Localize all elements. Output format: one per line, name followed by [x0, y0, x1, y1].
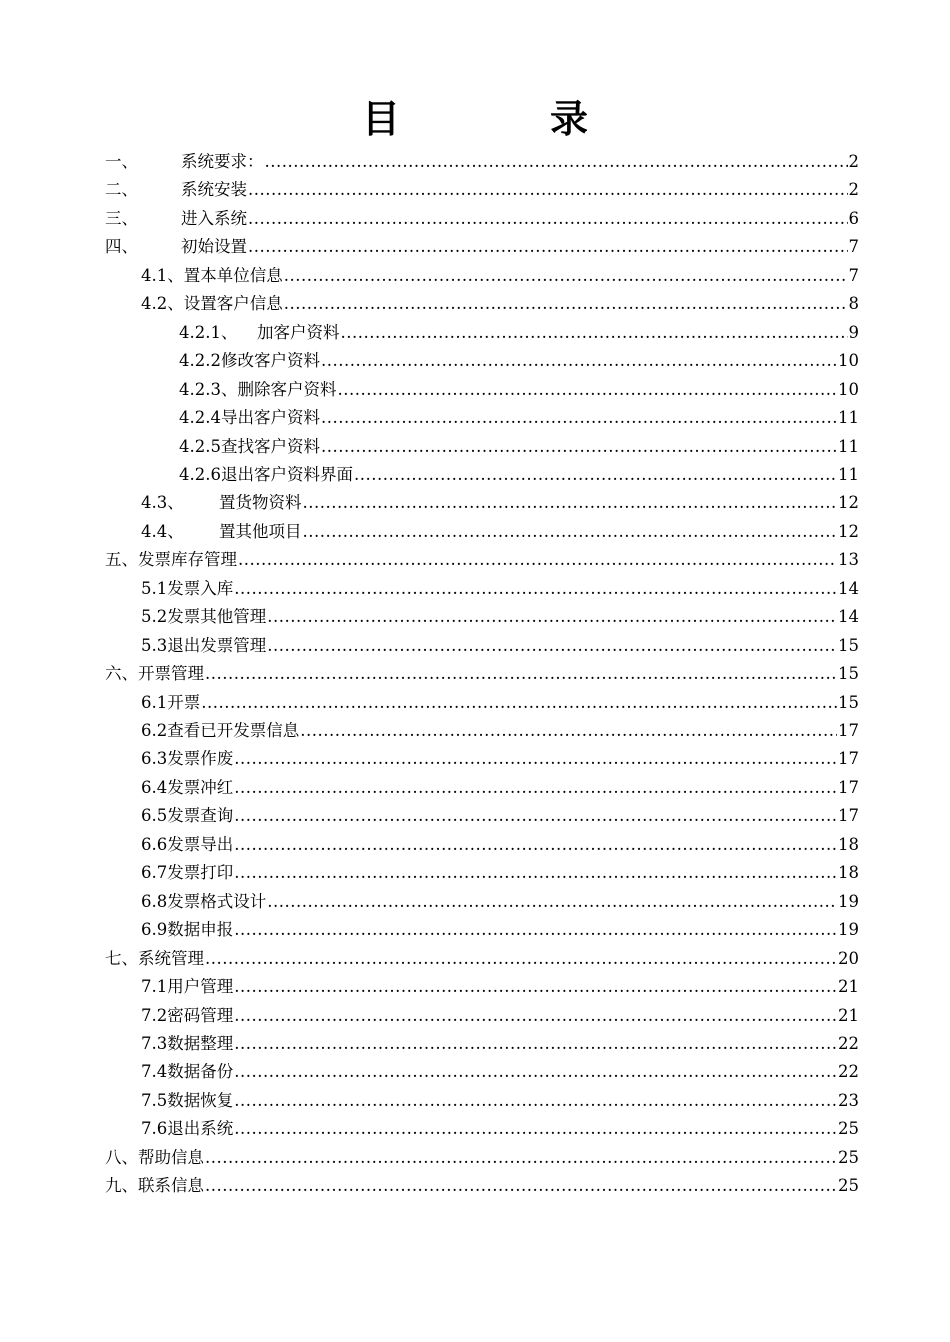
toc-entry-number: 三、 [105, 208, 138, 228]
toc-entry-title: 数据整理 [167, 1033, 234, 1053]
toc-entry-page-number: 22 [838, 1033, 859, 1053]
toc-entry-title: 发票格式设计 [167, 891, 267, 911]
toc-entry-title: 系统管理 [138, 948, 204, 968]
toc-entry-page-number: 20 [838, 948, 859, 968]
toc-entry-title: 查找客户资料 [220, 436, 320, 456]
toc-entry-title: 发票冲红 [167, 777, 234, 797]
toc-entry-number: 八、 [105, 1147, 138, 1167]
toc-entry-title: 发票作废 [167, 749, 234, 769]
toc-entry-title: 导出客户资料 [220, 408, 320, 428]
toc-entry-number: 7.2 [141, 1005, 168, 1025]
toc-entry-title: 置其他项目 [219, 521, 302, 541]
toc-entry-page-number: 17 [838, 806, 859, 826]
toc-entry-title: 联系信息 [138, 1176, 204, 1196]
toc-entry[interactable] [105, 656, 859, 684]
dot-leader [248, 237, 848, 257]
toc-entry-title: 开票 [167, 692, 201, 712]
toc-entry-number: 7.5 [141, 1090, 168, 1110]
toc-entry-number: 6.8 [141, 891, 168, 911]
dot-leader [234, 749, 837, 769]
toc-entry[interactable] [179, 457, 859, 485]
toc-entry-page-number: 12 [838, 493, 859, 513]
toc-entry-page-number: 25 [838, 1147, 859, 1167]
toc-entry-title: 加客户资料 [257, 322, 340, 342]
dot-leader [267, 636, 837, 656]
dot-leader [234, 835, 837, 855]
toc-entry-page-number: 19 [838, 920, 859, 940]
toc-entry-page-number: 18 [838, 863, 859, 883]
toc-entry-page-number: 13 [838, 550, 859, 570]
toc-entry[interactable] [141, 912, 859, 940]
dot-leader [248, 209, 848, 229]
toc-entry-number: 7.1 [141, 977, 168, 997]
dot-leader [205, 664, 837, 684]
toc-entry[interactable] [105, 1140, 859, 1168]
toc-entry-page-number: 15 [838, 692, 859, 712]
toc-entry-page-number: 9 [848, 322, 859, 342]
toc-entry[interactable] [141, 1111, 859, 1139]
toc-entry-title: 发票导出 [167, 834, 234, 854]
toc-entry[interactable] [141, 485, 859, 513]
toc-entry-title: 发票库存管理 [138, 550, 237, 570]
toc-entry[interactable] [141, 286, 859, 314]
toc-entry-number: 六、 [105, 664, 138, 684]
toc-entry[interactable] [141, 998, 859, 1026]
dot-leader [337, 380, 837, 400]
toc-entry-page-number: 11 [838, 408, 859, 428]
toc-entry-number: 6.6 [141, 834, 168, 854]
toc-entry-title: 置货物资料 [219, 493, 302, 513]
toc-entry[interactable] [105, 941, 859, 969]
toc-entry[interactable] [105, 542, 859, 570]
dot-leader [265, 152, 848, 172]
toc-entry-number: 5.1 [141, 578, 168, 598]
toc-entry-page-number: 2 [848, 152, 859, 171]
toc-entry-number: 4.1、 [141, 265, 184, 285]
toc-entry-title: 修改客户资料 [220, 351, 320, 371]
toc-entry-number: 4.4、 [141, 521, 184, 541]
toc-entry-number: 四、 [105, 237, 138, 257]
dot-leader [234, 920, 837, 940]
toc-entry-number: 6.2 [141, 721, 168, 740]
toc-entry-number: 4.2.6 [179, 464, 221, 484]
dot-leader [321, 408, 837, 428]
toc-entry-number: 6.5 [141, 806, 168, 826]
toc-entry[interactable] [141, 514, 859, 542]
toc-entry-number: 4.2.5 [179, 436, 221, 456]
toc-entry-page-number: 17 [838, 777, 859, 797]
toc-entry[interactable] [141, 1026, 859, 1054]
toc-entry[interactable] [179, 315, 859, 343]
toc-entry-page-number: 22 [838, 1062, 859, 1082]
toc-entry-number: 4.2.1、 [179, 322, 238, 342]
toc-entry-page-number: 15 [838, 664, 859, 684]
toc-entry[interactable] [141, 827, 859, 855]
dot-leader [234, 1091, 837, 1111]
toc-entry-page-number: 23 [838, 1090, 859, 1110]
dot-leader [234, 806, 837, 826]
toc-entry-title: 置本单位信息 [183, 265, 283, 285]
dot-leader [303, 493, 838, 513]
toc-entry-page-number: 17 [838, 721, 859, 740]
toc-entry[interactable] [141, 1054, 859, 1082]
toc-entry-page-number: 7 [848, 265, 859, 285]
toc-entry-number: 4.2.4 [179, 408, 221, 428]
dot-leader [284, 266, 848, 286]
toc-entry-title: 退出系统 [167, 1119, 234, 1139]
dot-leader [234, 1034, 837, 1054]
toc-entry[interactable] [141, 1083, 859, 1111]
toc-entry-title: 系统要求： [181, 152, 264, 171]
dot-leader [201, 693, 837, 713]
toc-entry-page-number: 21 [838, 1005, 859, 1025]
toc-entry-number: 二、 [105, 180, 138, 200]
toc-entry-page-number: 7 [848, 237, 859, 257]
dot-leader [205, 949, 837, 969]
dot-leader [321, 437, 837, 457]
toc-entry-page-number: 11 [838, 464, 859, 484]
toc-entry-number: 6.1 [141, 692, 168, 712]
dot-leader [234, 579, 837, 599]
toc-entry-page-number: 18 [838, 834, 859, 854]
toc-entry-number: 4.2、 [141, 294, 184, 314]
toc-entry-page-number: 12 [838, 521, 859, 541]
toc-entry-number: 6.3 [141, 749, 168, 769]
dot-leader [354, 465, 837, 485]
toc-title: 目 录 [361, 96, 644, 141]
dot-leader [234, 1119, 837, 1139]
toc-entry-title: 数据申报 [167, 920, 234, 940]
toc-entry-number: 7.6 [141, 1119, 168, 1139]
toc-entry-title: 设置客户信息 [183, 294, 283, 314]
toc-entry-title: 帮助信息 [138, 1147, 204, 1167]
toc-entry-number: 4.3、 [141, 493, 184, 513]
toc-entry-page-number: 11 [838, 436, 859, 456]
toc-entry-title: 发票入库 [167, 578, 234, 598]
toc-entry-number: 7.3 [141, 1033, 168, 1053]
toc-entry-page-number: 21 [838, 977, 859, 997]
toc-entry-title: 系统安装 [181, 180, 247, 200]
toc-entry-title: 初始设置 [181, 237, 247, 257]
dot-leader [321, 351, 837, 371]
dot-leader [300, 721, 837, 741]
toc-entry-title: 进入系统 [181, 208, 247, 228]
toc-entry[interactable] [179, 429, 859, 457]
toc-entry[interactable] [105, 229, 859, 257]
toc-entry[interactable] [179, 372, 859, 400]
toc-entry-number: 一、 [105, 152, 138, 171]
toc-entry-number: 6.9 [141, 920, 168, 940]
toc-entry[interactable] [141, 741, 859, 769]
dot-leader [205, 1148, 837, 1168]
toc-entry-title: 发票其他管理 [167, 607, 267, 627]
dot-leader [284, 294, 848, 314]
toc-entry-page-number: 2 [848, 180, 859, 200]
toc-entry-title: 发票查询 [167, 806, 234, 826]
dot-leader [303, 522, 838, 542]
toc-entry-title: 查看已开发票信息 [167, 721, 300, 740]
toc-entry[interactable] [141, 599, 859, 627]
dot-leader [248, 180, 848, 200]
dot-leader [267, 607, 837, 627]
toc-entry-title: 数据恢复 [167, 1090, 234, 1110]
toc-entry-title: 发票打印 [167, 863, 234, 883]
toc-entry-title: 用户管理 [167, 977, 234, 997]
toc-entry[interactable] [105, 201, 859, 229]
toc-entry[interactable] [179, 400, 859, 428]
dot-leader [341, 323, 848, 343]
toc-entry-title: 开票管理 [138, 664, 204, 684]
dot-leader [234, 1006, 837, 1026]
toc-entry-page-number: 19 [838, 891, 859, 911]
toc-entry[interactable] [105, 144, 859, 172]
dot-leader [234, 863, 837, 883]
toc-entry-number: 6.4 [141, 777, 168, 797]
toc-entry[interactable] [141, 855, 859, 883]
toc-entry[interactable] [141, 770, 859, 798]
toc-entry[interactable] [105, 1168, 859, 1196]
toc-entry-page-number: 14 [838, 578, 859, 598]
toc-entry-number: 五、 [105, 550, 138, 570]
toc-entry-number: 七、 [105, 948, 138, 968]
toc-entry[interactable] [141, 258, 859, 286]
toc-entry[interactable] [141, 713, 859, 741]
toc-entry-title: 退出发票管理 [167, 635, 267, 655]
toc-entry-page-number: 6 [848, 208, 859, 228]
toc-entry[interactable] [141, 628, 859, 656]
toc-entry[interactable] [141, 685, 859, 713]
toc-entry-number: 九、 [105, 1176, 138, 1196]
toc-entry-number: 5.3 [141, 635, 168, 655]
toc-entry-page-number: 25 [838, 1176, 859, 1196]
toc-entry-page-number: 25 [838, 1119, 859, 1139]
toc-entry-page-number: 10 [838, 351, 859, 371]
dot-leader [267, 892, 837, 912]
dot-leader [205, 1176, 837, 1196]
toc-entry-title: 删除客户资料 [237, 379, 337, 399]
toc-entry[interactable] [141, 884, 859, 912]
toc-entry[interactable] [141, 798, 859, 826]
toc-entry-page-number: 8 [848, 294, 859, 314]
toc-entry-number: 5.2 [141, 607, 168, 627]
dot-leader [234, 977, 837, 997]
dot-leader [238, 550, 837, 570]
toc-entry[interactable] [141, 571, 859, 599]
toc-entry-page-number: 15 [838, 635, 859, 655]
toc-entry-number: 4.2.3、 [179, 379, 238, 399]
toc-entry[interactable] [179, 343, 859, 371]
toc-entry[interactable] [105, 172, 859, 200]
toc-entry-title: 退出客户资料界面 [220, 464, 353, 484]
toc-entry[interactable] [141, 969, 859, 997]
toc-entry-title: 密码管理 [167, 1005, 234, 1025]
toc-entry-number: 6.7 [141, 863, 168, 883]
dot-leader [234, 1062, 837, 1082]
toc-entry-number: 4.2.2 [179, 351, 221, 371]
toc-entry-page-number: 14 [838, 607, 859, 627]
toc-entry-title: 数据备份 [167, 1062, 234, 1082]
dot-leader [234, 778, 837, 798]
toc-entry-number: 7.4 [141, 1062, 168, 1082]
toc-entry-page-number: 17 [838, 749, 859, 769]
toc-entry-page-number: 10 [838, 379, 859, 399]
